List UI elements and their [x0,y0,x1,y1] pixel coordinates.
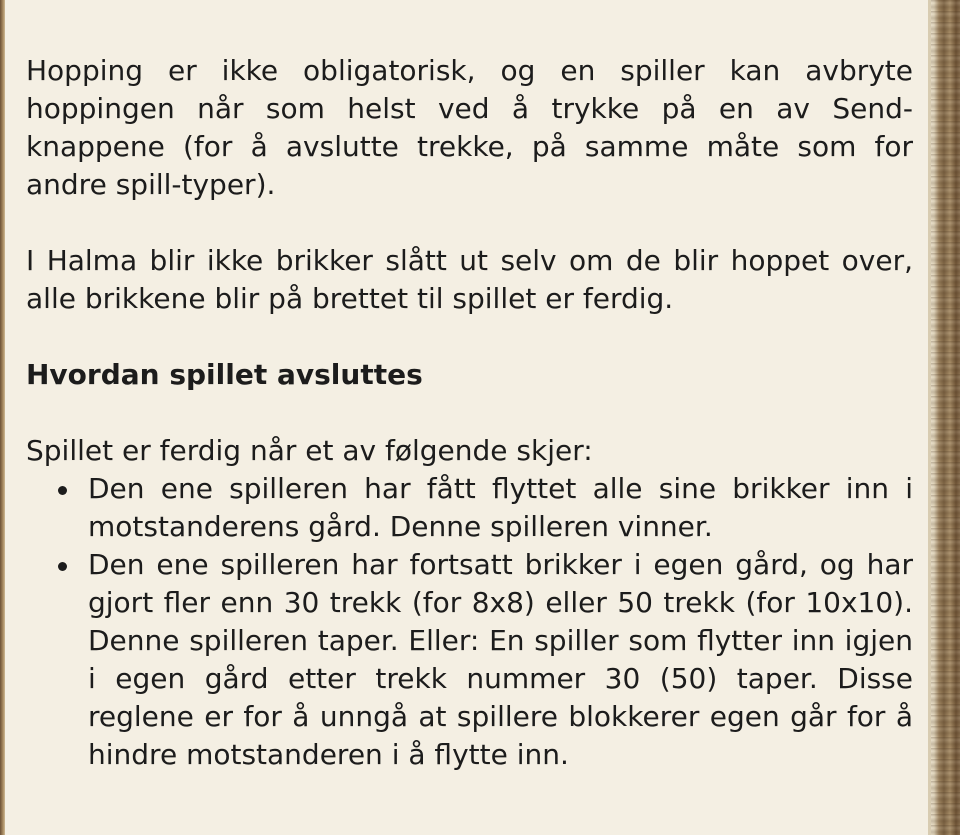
paragraph-gap [26,204,913,242]
section-heading-game-end: Hvordan spillet avsluttes [26,358,423,391]
list-item [26,546,913,774]
paragraph-end-conditions: Spillet er ferdig når et av følgende skjer: [26,434,593,467]
paragraph-gap [26,394,913,432]
list-item [26,470,913,546]
bullet-icon [58,562,67,571]
right-frame-border [928,0,960,835]
rules-article [26,52,913,774]
paragraph-hopping: Hopping er ikke obligatorisk, og en spiller kan avbryte hoppingen når som helst ved å trykke på en av Send-knappene (for å avslutte trekke, på samme måte som for andre spill-typer). [26,54,913,201]
right-frame-inner-edge [928,0,931,835]
paragraph-no-capture: I Halma blir ikke brikker slått ut selv om de blir hoppet over, alle brikkene blir på brettet til spillet er ferdig. [26,244,913,315]
paragraph-gap [26,318,913,356]
bullet-icon [58,486,67,495]
end-conditions-list [26,470,913,774]
list-item-text: Den ene spilleren har fått flyttet alle sine brikker inn i motstanderens gård. Denne spilleren vinner. [88,472,913,543]
list-item-text: Den ene spilleren har fortsatt brikker i egen gård, og har gjort fler enn 30 trekk (for 8x8) eller 50 trekk (for 10x10). Denne spilleren taper. Eller: En spiller som flytter inn igjen i egen gård etter trekk nummer 30 (50) taper. Disse reglene er for å unngå at spillere blokkerer egen går for å hindre motstanderen i å flytte inn. [88,548,913,771]
left-frame-border [0,0,5,835]
